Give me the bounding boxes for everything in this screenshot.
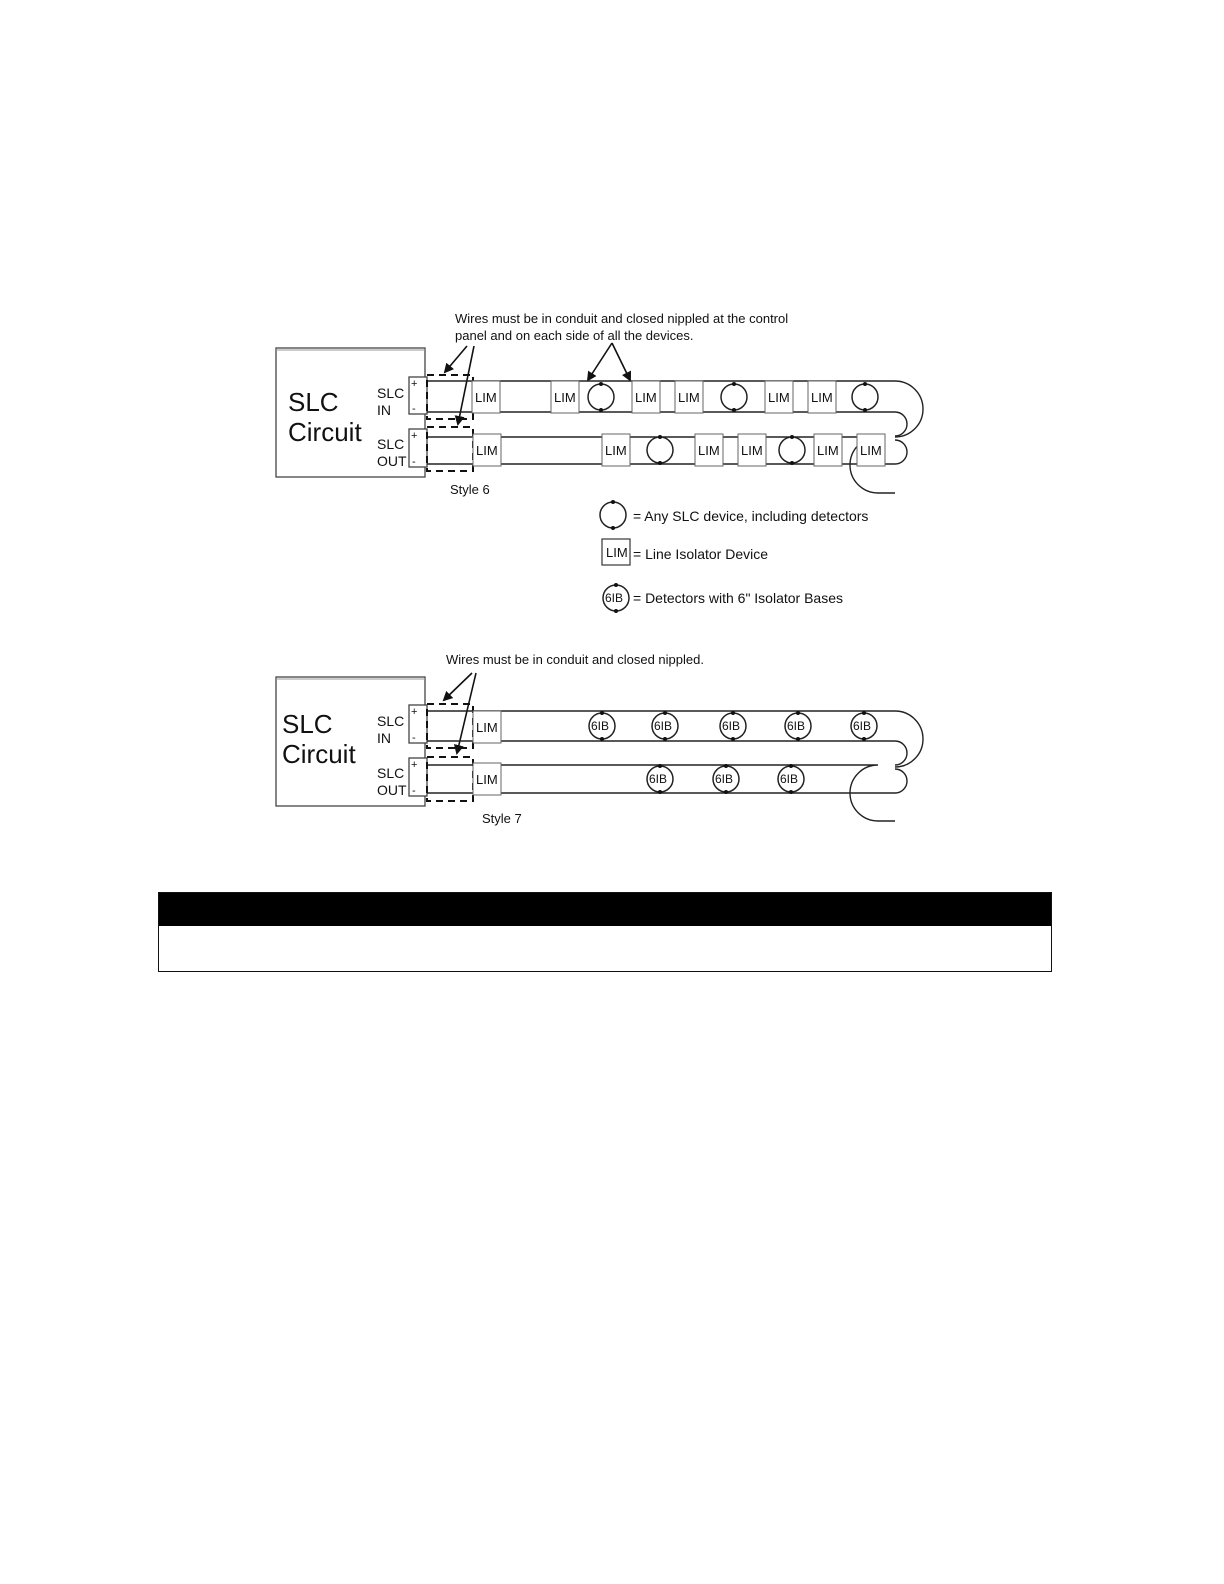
style7-slc-out-line2: OUT	[377, 782, 407, 798]
isolator-base-detector	[647, 764, 673, 794]
svg-text:LIM: LIM	[605, 443, 627, 458]
style7-arrow-panel-in	[444, 673, 472, 700]
style6-arrow-panel-in	[445, 346, 467, 372]
lim-device	[814, 434, 842, 466]
style6-note-line1: Wires must be in conduit and closed nippled at the control	[455, 311, 789, 326]
style6-note-line2: panel and on each side of all the devices.	[455, 328, 694, 343]
style7-in-minus: -	[412, 732, 416, 744]
style6-in-plus: +	[411, 378, 418, 390]
style7-out-plus: +	[411, 759, 418, 771]
style7-label: Style 7	[482, 811, 522, 826]
legend-slc-device-icon	[600, 502, 626, 528]
svg-text:6IB: 6IB	[649, 772, 668, 786]
style6-out-plus: +	[411, 430, 418, 442]
lim-device	[602, 434, 630, 466]
svg-text:LIM: LIM	[476, 720, 498, 735]
svg-text:LIM: LIM	[476, 772, 498, 787]
legend-lim-label: LIM	[606, 545, 628, 560]
style7-in-wire-bottom	[427, 741, 907, 765]
table-body	[159, 926, 1051, 938]
style6-panel-title-line2: Circuit	[288, 417, 362, 447]
style6-out-minus: -	[412, 456, 416, 468]
legend-slc-device-text: = Any SLC device, including detectors	[633, 508, 869, 524]
slc-device	[779, 435, 805, 465]
legend-6ib-text: = Detectors with 6" Isolator Bases	[633, 590, 844, 606]
legend-6ib-label: 6IB	[605, 591, 624, 605]
style6-label: Style 6	[450, 482, 490, 497]
svg-text:LIM: LIM	[475, 390, 497, 405]
svg-text:LIM: LIM	[554, 390, 576, 405]
svg-text:6IB: 6IB	[715, 772, 734, 786]
table-header	[159, 893, 1051, 926]
svg-text:LIM: LIM	[476, 443, 498, 458]
svg-text:LIM: LIM	[678, 390, 700, 405]
svg-text:LIM: LIM	[741, 443, 763, 458]
slc-device	[852, 382, 878, 412]
style6-panel-title-line1: SLC	[288, 387, 339, 417]
lim-device	[473, 763, 501, 795]
svg-text:LIM: LIM	[817, 443, 839, 458]
legend-lim-text: = Line Isolator Device	[633, 546, 769, 562]
style6-arrow-device-right	[612, 343, 630, 380]
style6-slc-out-line1: SLC	[377, 436, 405, 452]
style7-conduit-out	[427, 757, 473, 801]
style7-in-plus: +	[411, 706, 418, 718]
svg-text:6IB: 6IB	[654, 719, 673, 733]
lim-device	[675, 381, 703, 413]
style7-slc-in-line2: IN	[377, 730, 391, 746]
lim-device	[857, 434, 885, 466]
style6-slc-in-line1: SLC	[377, 385, 405, 401]
style7-out-minus: -	[412, 785, 416, 797]
legend	[600, 500, 868, 613]
lim-device	[632, 381, 660, 413]
style7-diagram	[276, 652, 923, 826]
lim-device	[473, 711, 501, 743]
svg-text:6IB: 6IB	[591, 719, 610, 733]
svg-text:6IB: 6IB	[780, 772, 799, 786]
svg-text:LIM: LIM	[860, 443, 882, 458]
style7-note: Wires must be in conduit and closed nippled.	[446, 652, 704, 667]
lim-device	[808, 381, 836, 413]
style6-in-minus: -	[412, 403, 416, 415]
svg-text:LIM: LIM	[698, 443, 720, 458]
style6-arrow-device-left	[588, 343, 612, 380]
isolator-base-detector	[778, 764, 804, 794]
lim-device	[765, 381, 793, 413]
style6-in-wire-bottom	[427, 412, 907, 436]
lim-device	[551, 381, 579, 413]
style7-slc-in-line1: SLC	[377, 713, 405, 729]
lim-device	[472, 381, 500, 413]
svg-text:LIM: LIM	[635, 390, 657, 405]
style6-diagram	[276, 311, 923, 497]
slc-device	[647, 435, 673, 465]
table	[158, 892, 1052, 972]
style7-panel-title-line2: Circuit	[282, 739, 356, 769]
isolator-base-detector	[785, 711, 811, 741]
isolator-base-detector	[652, 711, 678, 741]
style6-slc-in-line2: IN	[377, 402, 391, 418]
style6-slc-out-line2: OUT	[377, 453, 407, 469]
svg-text:LIM: LIM	[768, 390, 790, 405]
style7-panel-title-line1: SLC	[282, 709, 333, 739]
isolator-base-detector	[720, 711, 746, 741]
slc-device	[588, 382, 614, 412]
style6-devices	[472, 381, 885, 466]
svg-text:LIM: LIM	[811, 390, 833, 405]
svg-text:6IB: 6IB	[853, 719, 872, 733]
lim-device	[695, 434, 723, 466]
isolator-base-detector	[851, 711, 877, 741]
isolator-base-detector	[713, 764, 739, 794]
style7-devices	[473, 711, 877, 795]
slc-device	[721, 382, 747, 412]
svg-text:6IB: 6IB	[787, 719, 806, 733]
lim-device	[738, 434, 766, 466]
svg-text:6IB: 6IB	[722, 719, 741, 733]
style7-slc-out-line1: SLC	[377, 765, 405, 781]
isolator-base-detector	[589, 711, 615, 741]
lim-device	[473, 434, 501, 466]
